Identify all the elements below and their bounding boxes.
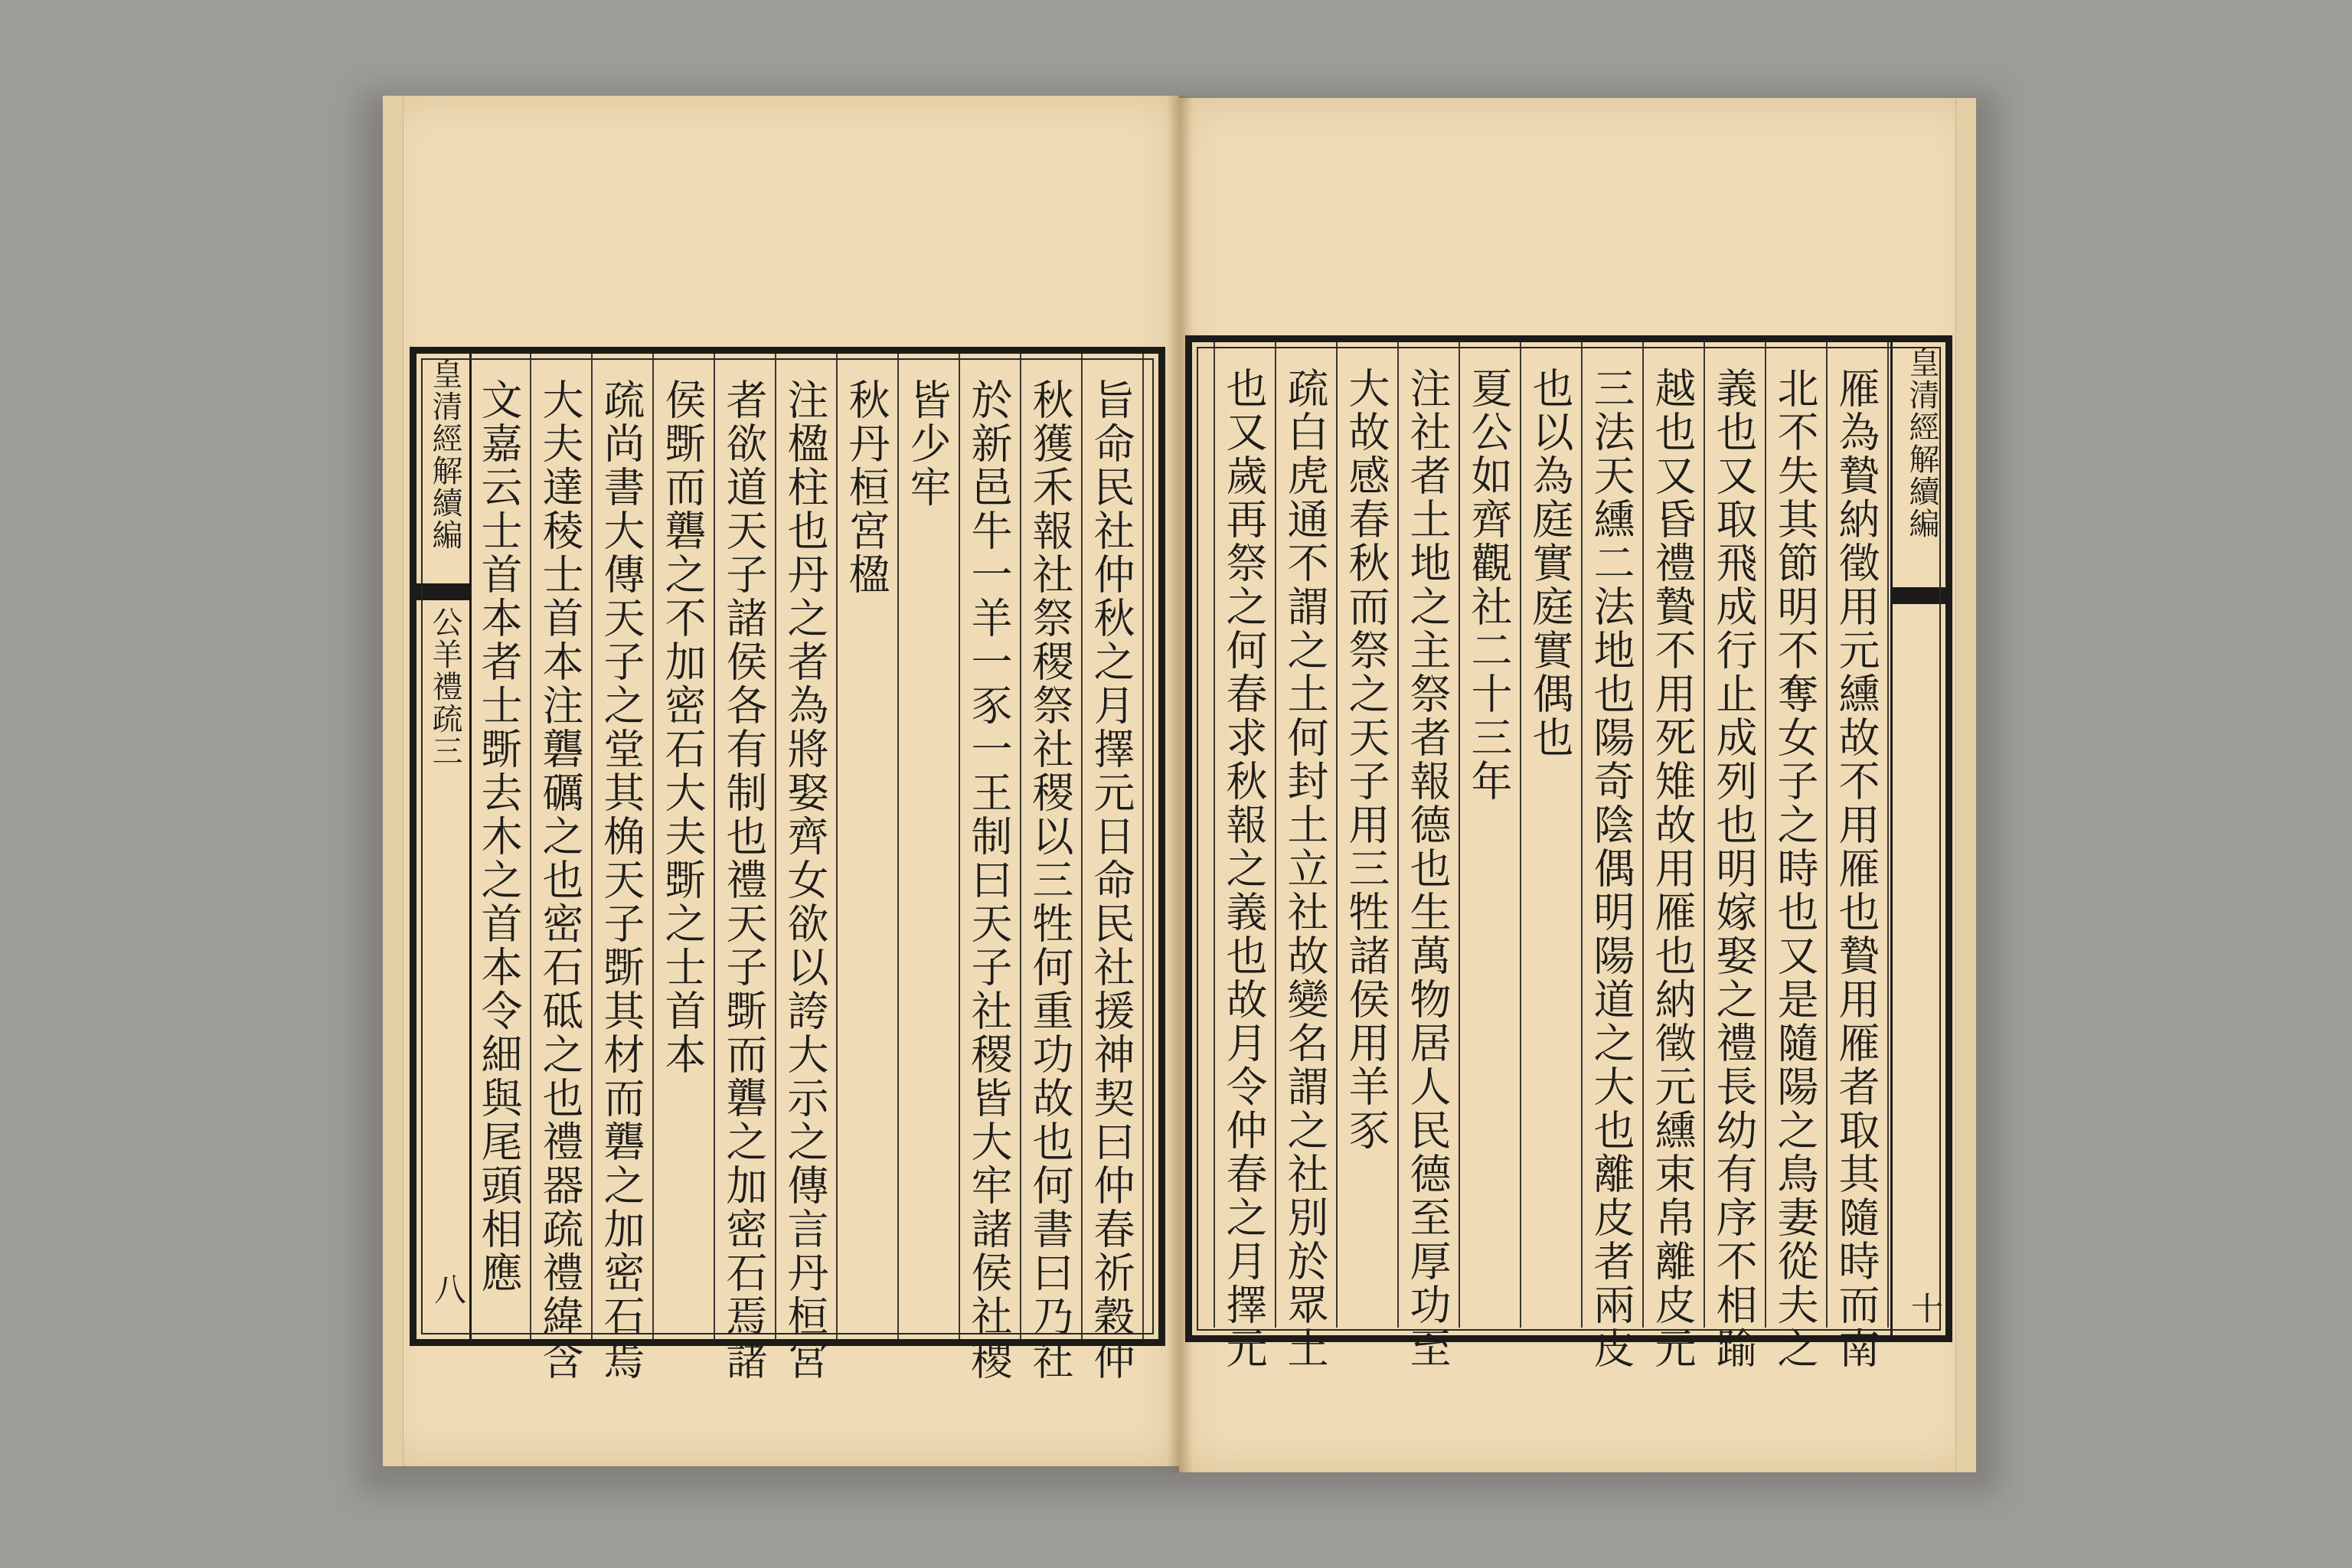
column-rule [530,354,531,1339]
column-rule [1020,354,1021,1339]
column-rule [897,354,899,1339]
text-column: 也以為庭實庭實偶也 [1526,367,1574,760]
column-rule [1081,354,1083,1339]
text-column: 者欲道天子諸侯各有制也禮天子斲而礱之加密石焉諸 [720,378,768,1382]
right-page-edge [1955,98,1976,1472]
column-rule [591,354,593,1339]
left-banxin-chapter: 公羊禮疏三 [427,606,462,767]
left-page-number: 八 [430,1272,467,1305]
left-page-edge [383,96,403,1466]
column-rule [1826,342,1828,1328]
column-rule [1459,342,1460,1328]
right-banxin [1890,342,1949,1335]
column-rule [959,354,960,1339]
column-rule [1520,342,1521,1328]
text-column: 大夫達稜士首本注礱礪之也密石砥之也禮器疏禮緯含 [536,378,584,1382]
text-column: 旨命民社仲秋之月擇元日命民社援神契曰仲春祈穀仲 [1087,378,1135,1382]
text-column: 三法天纁二法地也陽奇陰偶明陽道之大也離皮者兩皮 [1587,367,1635,1370]
text-column: 疏尚書大傳天子之堂其桷天子斲其材而礱之加密石焉 [597,378,645,1382]
column-rule [652,354,654,1339]
column-rule [1397,342,1399,1328]
column-rule [1275,342,1276,1328]
text-column: 大故感春秋而祭之天子用三牲諸侯用羊豕 [1342,367,1390,1152]
column-rule [775,354,776,1339]
left-banxin [413,354,472,1339]
text-column: 義也又取飛成行止成列也明嫁娶之禮長幼有序不相踰 [1710,367,1758,1370]
text-column: 於新邑牛一羊一豕一王制曰天子社稷皆大牢諸侯社稷 [965,378,1013,1382]
text-column: 雁為贄納徵用元纁故不用雁也贄用雁者取其隨時而南 [1832,367,1880,1370]
column-rule [1704,342,1705,1328]
text-column: 也又歲再祭之何春求秋報之義也故月令仲春之月擇元 [1220,367,1268,1370]
text-column: 皆少牢 [903,378,952,509]
column-rule [1642,342,1644,1328]
text-column: 注楹柱也丹之者為將娶齊女欲以誇大示之傳言丹桓宮 [781,378,829,1382]
fishtail-mark [1893,587,1946,604]
text-column: 注社者土地之主祭者報德也生萬物居人民德至厚功至 [1403,367,1452,1370]
column-rule [714,354,715,1339]
column-rule [1887,342,1889,1328]
text-column: 疏白虎通不謂之土何封土立社故變名謂之社別於眾土 [1281,367,1329,1370]
right-page-number: 十 [1906,1292,1944,1324]
column-rule [1336,342,1338,1328]
text-column: 秋丹桓宮楹 [842,378,890,596]
column-rule [1142,354,1144,1339]
column-rule [836,354,838,1339]
text-column: 文嘉云士首本者士斲去木之首本令細與尾頭相應 [475,378,523,1295]
fishtail-mark [416,583,469,600]
right-printed-frame [1185,335,1952,1370]
column-rule [1214,342,1215,1328]
right-banxin-title: 皇清經解續編 [1904,347,1939,540]
left-banxin-title: 皇清經解續編 [427,358,462,551]
text-column: 越也又昏禮贄不用死雉故用雁也納徵元纁束帛離皮元 [1648,367,1697,1370]
column-rule [1765,342,1766,1328]
text-column: 北不失其節明不奪女子之時也又是隨陽之鳥妻從夫之 [1771,367,1819,1370]
left-printed-frame [410,347,1165,1382]
text-column: 秋獲禾報社祭稷祭社稷以三牲何重功故也何書曰乃社 [1026,378,1074,1382]
text-column: 侯斲而礱之不加密石大夫斲之士首本 [658,378,707,1076]
column-rule [1581,342,1583,1328]
text-column: 夏公如齊觀社二十三年 [1465,367,1513,803]
